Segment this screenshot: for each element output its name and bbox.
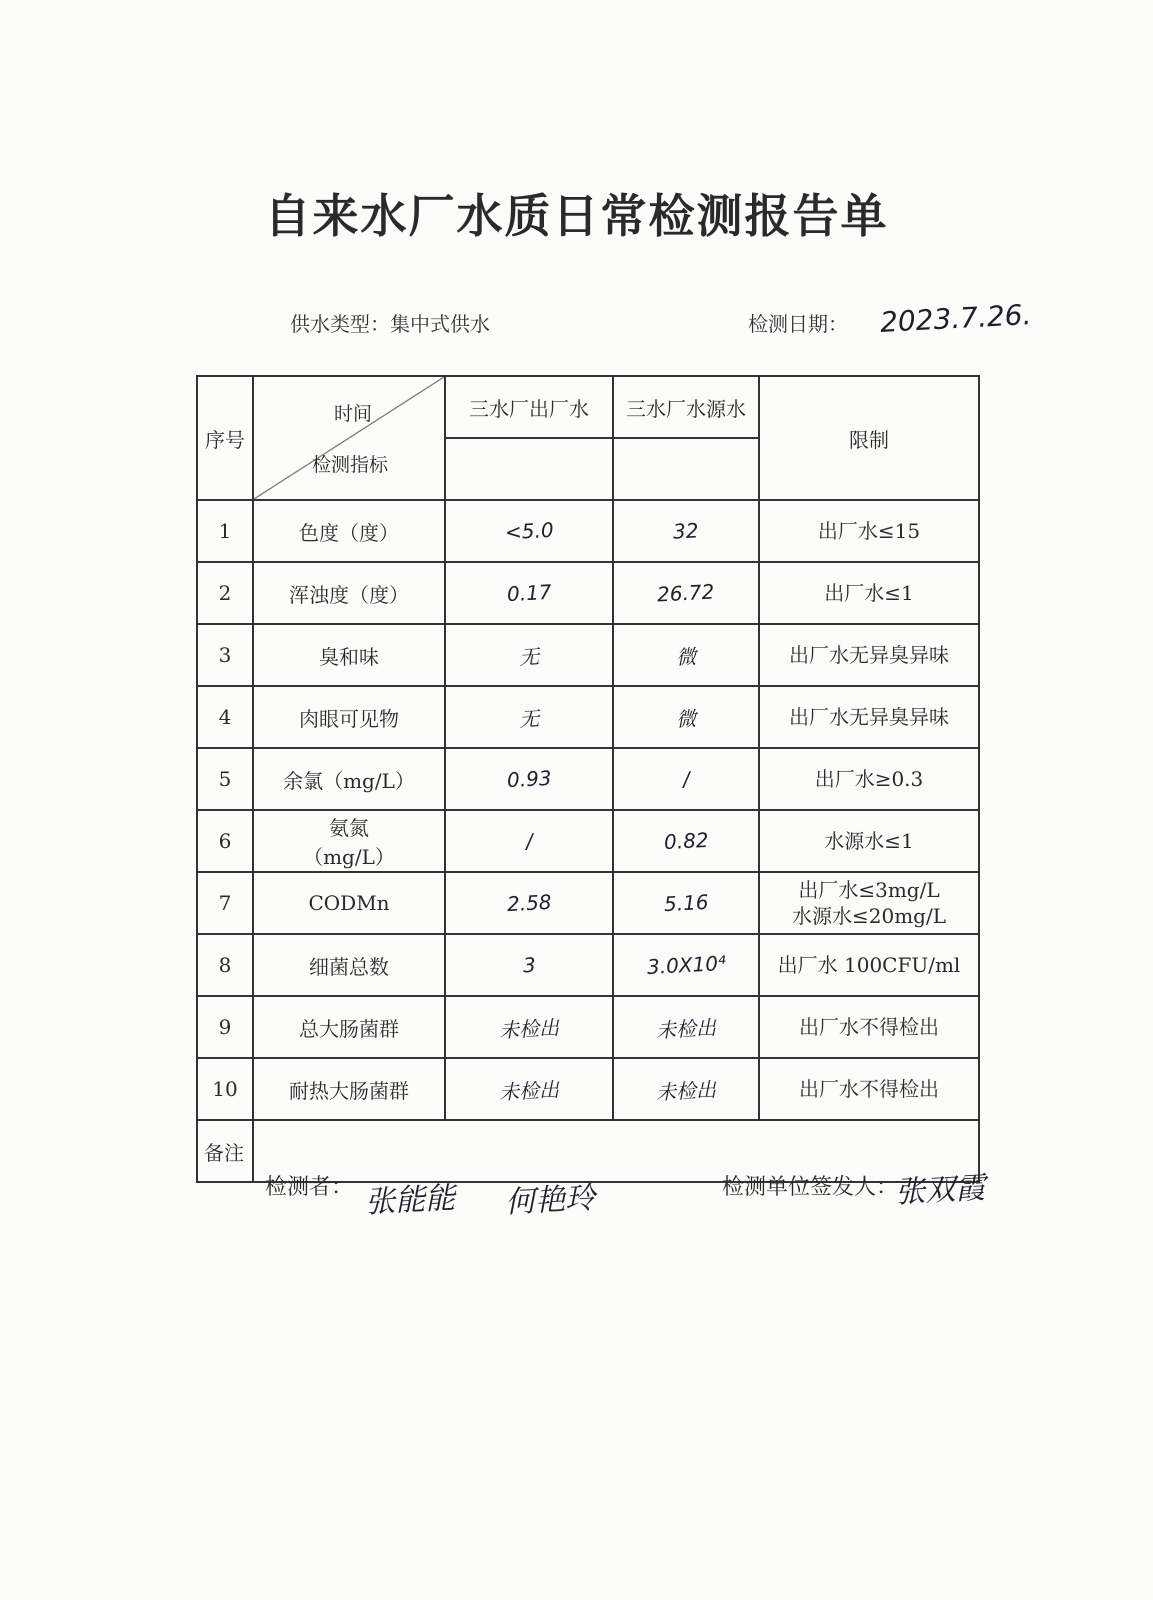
row-value-col1 (445, 686, 613, 748)
table-row (197, 810, 979, 872)
row-value-col1 (445, 996, 613, 1058)
row-value-col1 (445, 934, 613, 996)
header-col1: 三水厂出厂水 (445, 376, 613, 438)
row-limit-text: 出厂水 100CFU/ml (777, 953, 961, 977)
header-diagonal-cell (253, 376, 445, 500)
row-value-col2 (613, 872, 759, 934)
row-limit-text: 出厂水无异臭异味 (789, 643, 949, 667)
row-no-text: 10 (212, 1077, 238, 1101)
row-limit-text: 出厂水≤15 (817, 519, 921, 543)
signer-label: 检测单位签发人： (722, 1175, 899, 1200)
row-limit-text: 水源水≤1 (824, 829, 914, 853)
row-value-col2-text: 微 (675, 643, 697, 670)
table-row (197, 748, 979, 810)
row-indicator (253, 624, 445, 686)
row-no-text: 8 (218, 953, 232, 977)
row-value-col2-text: 未检出 (655, 1076, 717, 1105)
row-value-col2-text: 3.0X10⁴ (645, 950, 727, 980)
header-col2: 三水厂水源水 (613, 376, 759, 438)
row-indicator (253, 810, 445, 872)
header-no: 序号 (197, 376, 253, 500)
header-limit: 限制 (759, 376, 979, 500)
row-value-col1-text: 3 (522, 952, 536, 978)
row-limit (759, 500, 979, 562)
row-value-col1-text: / (525, 828, 533, 854)
row-indicator-text: 耐热大肠菌群 (289, 1078, 409, 1103)
row-indicator-text: 色度（度） (299, 520, 399, 545)
row-value-col1-text: <5.0 (504, 517, 554, 545)
row-value-col2-text: 未检出 (655, 1014, 717, 1043)
test-date-label: 检测日期： (748, 312, 848, 336)
row-indicator (253, 1058, 445, 1120)
row-value-col1-text: 0.17 (506, 579, 552, 607)
row-value-col2-text: 32 (672, 518, 700, 544)
row-no-text: 3 (218, 643, 232, 667)
page-title: 自来水厂水质日常检测报告单 (264, 189, 889, 243)
row-limit (759, 810, 979, 872)
row-value-col2-text: 5.16 (663, 889, 709, 917)
row-limit-text: 出厂水无异臭异味 (789, 705, 949, 729)
row-indicator (253, 872, 445, 934)
row-value-col1-text: 无 (518, 643, 540, 670)
tester-signature-1: 张能能 (364, 1180, 457, 1221)
report-table (196, 375, 980, 1183)
row-no-text: 2 (218, 581, 232, 605)
row-value-col1 (445, 872, 613, 934)
row-limit (759, 996, 979, 1058)
tester-label: 检测者： (265, 1175, 354, 1200)
tester-signature-2: 何艳玲 (504, 1180, 597, 1221)
row-value-col1 (445, 1058, 613, 1120)
supply-type-value: 集中式供水 (390, 312, 490, 336)
row-no-text: 4 (218, 705, 232, 729)
row-value-col2 (613, 562, 759, 624)
row-no-text: 9 (218, 1015, 232, 1039)
table-row (197, 872, 979, 934)
supply-type (290, 308, 490, 337)
row-indicator (253, 500, 445, 562)
row-no (197, 934, 253, 996)
row-limit (759, 934, 979, 996)
table-row (197, 686, 979, 748)
row-indicator-text: 余氯（mg/L） (283, 768, 415, 793)
row-value-col2 (613, 686, 759, 748)
row-no (197, 686, 253, 748)
row-limit (759, 1058, 979, 1120)
row-limit-text: 出厂水不得检出 (799, 1077, 939, 1101)
row-value-col2 (613, 748, 759, 810)
row-value-col1-text: 0.93 (506, 765, 552, 793)
header-time: 时间 (334, 403, 373, 425)
row-value-col2-text: 26.72 (656, 579, 716, 607)
row-limit-text: 出厂水≤3mg/L 水源水≤20mg/L (792, 878, 946, 928)
row-no (197, 872, 253, 934)
row-indicator (253, 686, 445, 748)
row-value-col1-text: 2.58 (506, 889, 552, 917)
row-indicator-text: 浑浊度（度） (289, 582, 409, 607)
row-value-col2 (613, 996, 759, 1058)
row-value-col2 (613, 1058, 759, 1120)
note-label: 备注 (197, 1120, 253, 1182)
row-no (197, 810, 253, 872)
row-no (197, 500, 253, 562)
row-indicator-text: 细菌总数 (309, 954, 389, 979)
table-row (197, 562, 979, 624)
row-value-col1 (445, 562, 613, 624)
row-limit (759, 624, 979, 686)
row-value-col1 (445, 500, 613, 562)
table-row (197, 624, 979, 686)
row-limit (759, 748, 979, 810)
row-indicator-text: 臭和味 (319, 644, 379, 669)
supply-type-label: 供水类型： (290, 312, 390, 336)
row-no (197, 624, 253, 686)
row-limit-text: 出厂水≥0.3 (814, 767, 924, 791)
header-col1-sub (445, 438, 613, 500)
row-indicator (253, 934, 445, 996)
row-value-col1-text: 无 (518, 705, 540, 732)
row-no (197, 562, 253, 624)
row-indicator (253, 748, 445, 810)
table-row (197, 1058, 979, 1120)
row-limit (759, 686, 979, 748)
header-indicator: 检测指标 (312, 454, 389, 476)
row-indicator-text: 肉眼可见物 (299, 706, 399, 731)
row-no (197, 748, 253, 810)
row-limit-text: 出厂水不得检出 (799, 1015, 939, 1039)
row-limit (759, 872, 979, 934)
row-limit-text: 出厂水≤1 (824, 581, 914, 605)
row-indicator (253, 996, 445, 1058)
row-indicator (253, 562, 445, 624)
row-value-col2 (613, 934, 759, 996)
table-row (197, 500, 979, 562)
header-col2-sub (613, 438, 759, 500)
row-value-col1-text: 未检出 (498, 1014, 560, 1043)
row-value-col1 (445, 748, 613, 810)
test-date-value: 2023.7.26. (879, 298, 1033, 339)
row-value-col2-text: / (682, 766, 690, 792)
row-value-col2 (613, 810, 759, 872)
row-no (197, 1058, 253, 1120)
row-value-col2-text: 0.82 (663, 827, 709, 855)
row-no-text: 1 (218, 519, 232, 543)
row-indicator-text: 氨氮 （mg/L） (303, 816, 395, 869)
row-value-col2-text: 微 (675, 705, 697, 732)
table-row (197, 996, 979, 1058)
table-row (197, 934, 979, 996)
row-no-text: 7 (218, 891, 232, 915)
report-rows (197, 500, 979, 1120)
row-value-col2 (613, 500, 759, 562)
row-value-col2 (613, 624, 759, 686)
row-value-col1 (445, 624, 613, 686)
row-value-col1-text: 未检出 (498, 1076, 560, 1105)
row-no (197, 996, 253, 1058)
row-value-col1 (445, 810, 613, 872)
row-no-text: 5 (218, 767, 232, 791)
row-limit (759, 562, 979, 624)
row-indicator-text: 总大肠菌群 (299, 1016, 399, 1041)
row-indicator-text: CODMn (308, 891, 390, 915)
signer-signature: 张双霞 (894, 1170, 987, 1211)
row-no-text: 6 (218, 829, 232, 853)
